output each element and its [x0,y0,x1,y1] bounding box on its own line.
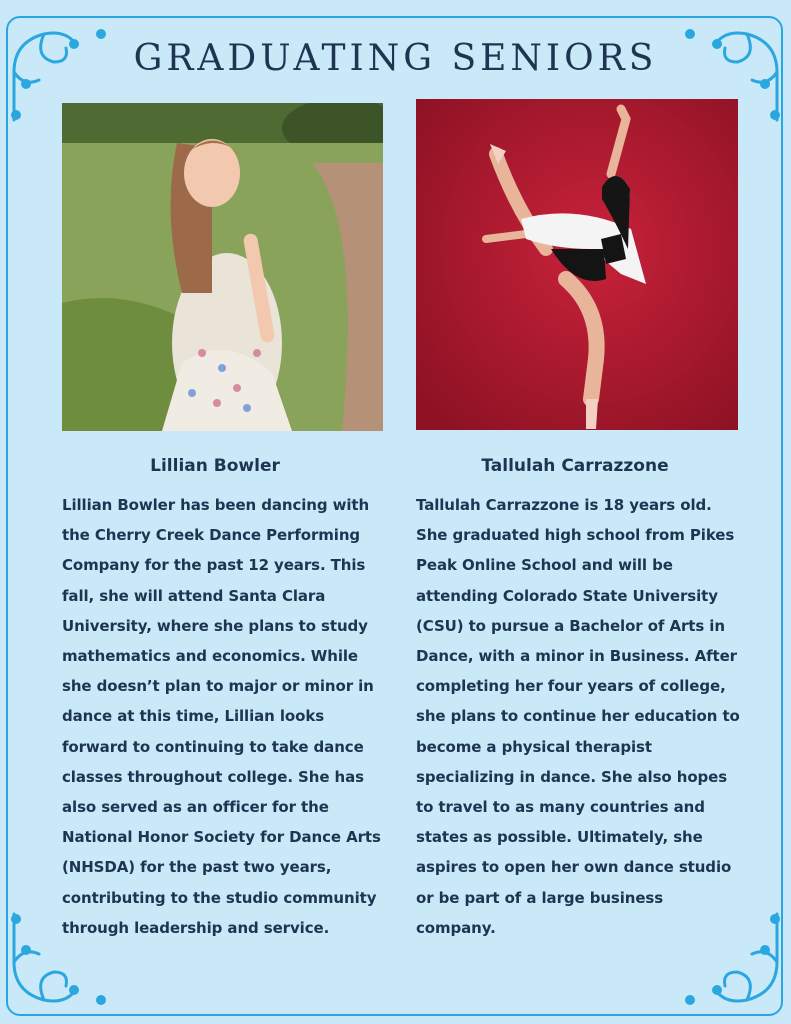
senior-bio: Tallulah Carrazzone is 18 years old. She graduated high school from Pikes Peak Online School and will be attending Colorado State University (CSU) to pursue a Bachelor of Arts in Dance, with a minor in Business. After completing her four years of college, she plans to continue her education to become a physical therapist specializing in dance. She also hopes to travel to as many countries and states as possible. Ultimately, she aspires to open her own dance studio or be part of a large business company. [416,496,740,937]
senior-name: Tallulah Carrazzone [481,456,669,476]
senior-name: Lillian Bowler [150,456,280,476]
senior-bio: Lillian Bowler has been dancing with the Cherry Creek Dance Performing Company for the past 12 years. This fall, she will attend Santa Clara University, where she plans to study mathematics and economics. While she doesn’t plan to major or minor in dance at this time, Lillian looks forward to continuing to take dance classes throughout college. She has also served as an officer for the National Honor Society for Dance Arts (NHSDA) for the past two years, contributing to the studio community through leadership and service. [62,496,381,937]
page-title: GRADUATING SENIORS [133,38,658,79]
senior-photo-lillian [62,103,383,431]
senior-photo-tallulah [416,99,738,430]
